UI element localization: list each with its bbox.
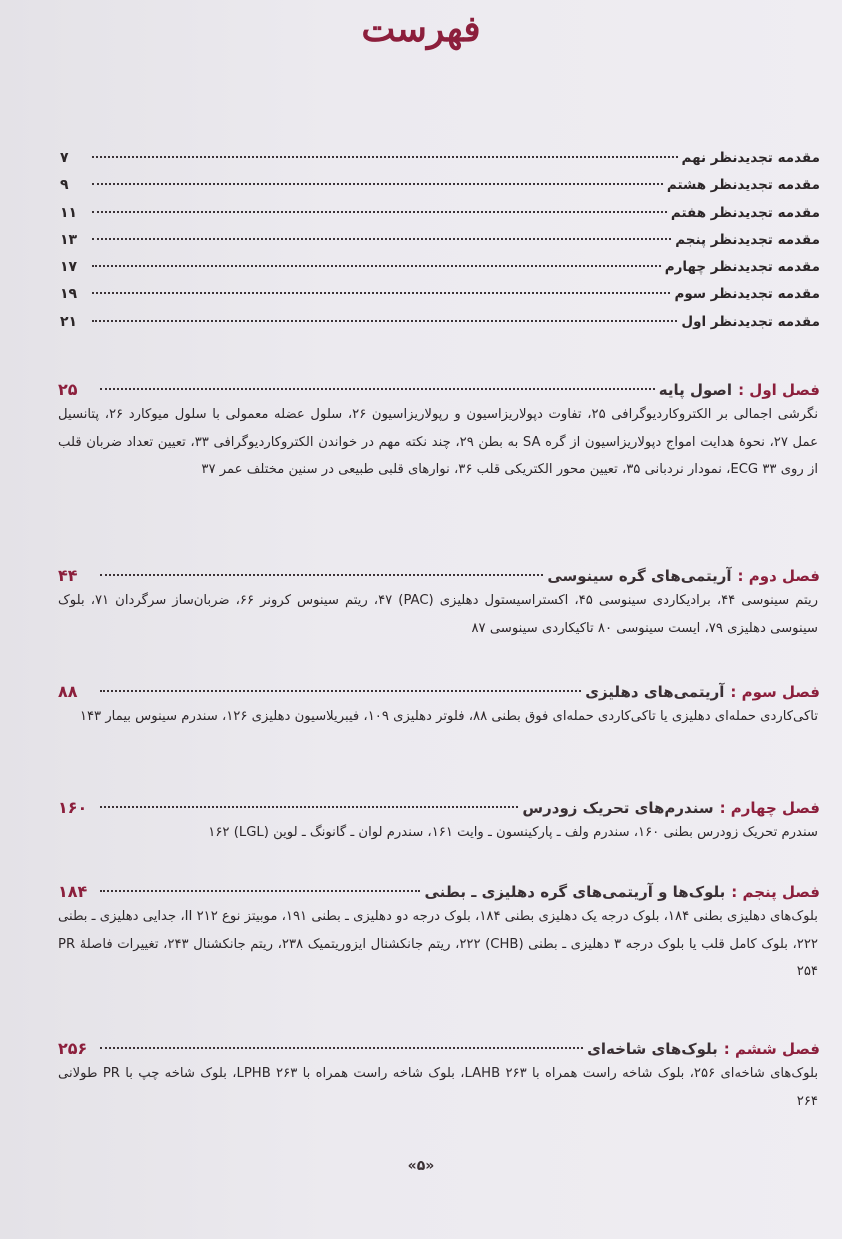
chapter-page: ۲۵۶ [58,1039,88,1058]
preface-entry [60,177,820,204]
chapter-3 [58,682,820,731]
chapter-label: فصل دوم : [737,567,820,585]
chapter-topics: ریتم سینوسی ۴۴، برادیکاردی سینوسی ۴۵، اکستراسیستول دهلیزی (PAC) ۴۷، ریتم سینوس کرونر ۶۶، ضربان‌ساز سرگردان ۷۱، بلوک سینوسی دهلیزی ۷۹، ایست سینوسی ۸۰ تاکیکاردی سینوسی ۸۷ [58,593,818,636]
preface-label: مقدمه تجدیدنظر اول [681,313,820,330]
page-title: فهرست [361,8,481,50]
preface-label: مقدمه تجدیدنظر هشتم [666,177,820,194]
chapter-heading [58,682,820,701]
chapter-title: بلوک‌ها و آریتمی‌های گره دهلیزی ـ بطنی [424,883,726,901]
dot-leader [100,574,543,576]
dot-leader [92,265,661,267]
preface-list [60,150,820,341]
preface-page: ۱۷ [60,259,78,276]
chapter-heading [58,380,820,399]
preface-entry [60,205,820,232]
preface-page: ۹ [60,177,69,194]
chapter-5 [58,882,820,986]
chapter-title: آریتمی‌های گره سینوسی [547,567,732,585]
preface-label: مقدمه تجدیدنظر هفتم [670,204,820,221]
preface-page: ۱۱ [60,204,78,221]
preface-label: مقدمه تجدیدنظر پنجم [675,231,820,248]
preface-entry [60,259,820,286]
preface-entry [60,314,820,341]
dot-leader [92,211,667,213]
chapter-label: فصل چهارم : [719,799,820,817]
chapter-4 [58,798,820,847]
chapter-page: ۲۵ [58,380,78,399]
chapter-heading [58,1039,820,1058]
chapter-label: فصل اول : [738,381,820,399]
preface-entry [60,150,820,177]
dot-leader [92,320,677,322]
chapter-title: اصول پایه [658,381,733,399]
chapter-page: ۴۴ [58,566,78,585]
chapter-label: فصل سوم : [730,683,820,701]
chapter-label: فصل پنجم : [731,883,820,901]
chapter-topics: بلوک‌های شاخه‌ای ۲۵۶، بلوک شاخه راست همراه با LAHB ۲۶۳، بلوک شاخه راست همراه با LPHB ۲۶۳، بلوک شاخه چپ با PR طولانی ۲۶۴ [58,1066,819,1109]
dot-leader [100,890,420,892]
chapter-heading [58,566,820,585]
preface-label: مقدمه تجدیدنظر سوم [674,286,820,303]
chapter-2 [58,566,820,642]
chapter-heading [58,882,820,901]
chapter-topics: نگرشی اجمالی بر الکتروکاردیوگرافی ۲۵، تفاوت دپولاریزاسیون و رپولاریزاسیون ۲۶، سلول عضله معمولی با سلول میوکارد ۲۶، پتانسیل عمل ۲۷، نحوهٔ هدایت امواج دپولاریزاسیون از گره SA به بطن ۲۹، چند نکته مهم در خواندن الکتروکاردیوگرافی ۳۳، تعیین تعداد ضربان قلب از روی ECG ۳۳، نمودار نردبانی ۳۵، تعیین محور الکتریکی قلب ۳۶، نوارهای قلبی طبیعی در سنین مختلف عمر ۳۷ [58,407,819,477]
chapter-6 [58,1039,820,1115]
dot-leader [92,183,663,185]
dot-leader [100,690,581,692]
preface-page: ۷ [60,150,69,166]
chapter-topics: بلوک‌های دهلیزی بطنی ۱۸۴، بلوک درجه یک دهلیزی بطنی ۱۸۴، بلوک درجه دو دهلیزی ـ بطنی ۱۹۱، موبیتز نوع II ۲۱۲، جدایی دهلیزی ـ بطنی ۲۲۲، بلوک کامل قلب یا بلوک درجه ۳ دهلیزی ـ بطنی (CHB) ۲۲۲، ریتم جانکشنال ایزوریتمیک ۲۳۸، ریتم جانکشنال ۲۴۳، تغییرات فاصلهٔ PR ۲۵۴ [58,909,818,979]
chapter-label: فصل ششم : [723,1040,820,1058]
chapter-page: ۱۸۴ [58,882,88,901]
chapter-title: سندرم‌های تحریک زودرس [522,799,714,817]
chapter-heading [58,798,820,817]
preface-page: ۱۳ [60,231,78,248]
preface-page: ۲۱ [60,313,78,330]
page-number: «۵» [407,1158,435,1174]
chapter-title: آریتمی‌های دهلیزی [585,683,725,701]
chapter-page: ۱۶۰ [58,798,88,817]
chapter-page: ۸۸ [58,682,78,701]
dot-leader [92,292,670,294]
preface-entry [60,232,820,259]
chapter-1 [58,380,820,484]
dot-leader [92,238,671,240]
preface-label: مقدمه تجدیدنظر نهم [681,150,820,166]
chapter-topics: تاکی‌کاردی حمله‌ای دهلیزی یا تاکی‌کاردی حمله‌ای فوق بطنی ۸۸، فلوتر دهلیزی ۱۰۹، فیبریلاسیون دهلیزی ۱۲۶، سندرم سینوس بیمار ۱۴۳ [79,709,818,724]
dot-leader [100,388,655,390]
dot-leader [92,156,678,158]
chapter-title: بلوک‌های شاخه‌ای [587,1040,718,1058]
preface-entry [60,286,820,313]
dot-leader [100,806,518,808]
preface-page: ۱۹ [60,286,78,303]
chapter-topics: سندرم تحریک زودرس بطنی ۱۶۰، سندرم ولف ـ پارکینسون ـ وایت ۱۶۱، سندرم لوان ـ گانونگ ـ لوین (LGL) ۱۶۲ [208,825,818,840]
dot-leader [100,1047,583,1049]
preface-label: مقدمه تجدیدنظر چهارم [664,259,820,276]
